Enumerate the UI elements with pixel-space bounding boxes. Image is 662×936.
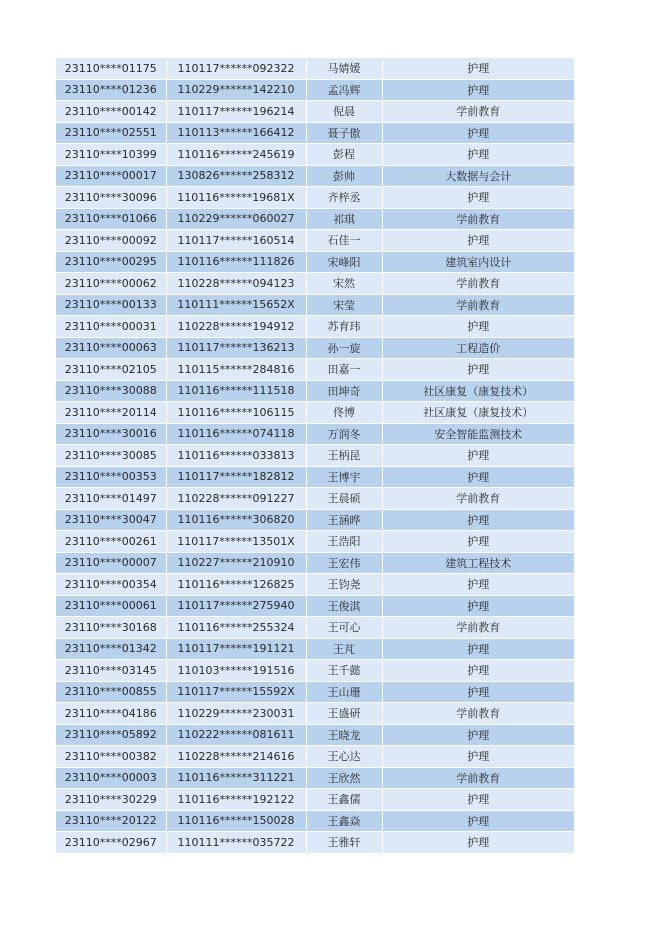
exam-id-cell: 23110****01497 xyxy=(56,488,166,510)
student-name-cell: 彭程 xyxy=(306,144,382,166)
table-row xyxy=(56,445,574,467)
student-name-cell: 宋然 xyxy=(306,273,382,295)
exam-id-cell: 23110****30088 xyxy=(56,380,166,402)
major-cell: 护理 xyxy=(382,187,574,209)
id-number-cell: 110116******19681X xyxy=(166,187,306,209)
table-row xyxy=(56,832,574,854)
exam-id-cell: 23110****00003 xyxy=(56,767,166,789)
student-name-cell: 苏育玮 xyxy=(306,316,382,338)
major-cell: 护理 xyxy=(382,58,574,79)
id-number-cell: 110227******210910 xyxy=(166,552,306,574)
id-number-cell: 110116******106115 xyxy=(166,402,306,424)
exam-id-cell: 23110****00017 xyxy=(56,165,166,187)
exam-id-cell: 23110****02105 xyxy=(56,359,166,381)
major-cell: 护理 xyxy=(382,746,574,768)
student-name-cell: 王钧尧 xyxy=(306,574,382,596)
major-cell: 工程造价 xyxy=(382,337,574,359)
id-number-cell: 110229******230031 xyxy=(166,703,306,725)
major-cell: 护理 xyxy=(382,681,574,703)
table-row xyxy=(56,165,574,187)
major-cell: 护理 xyxy=(382,724,574,746)
exam-id-cell: 23110****03145 xyxy=(56,660,166,682)
major-cell: 学前教育 xyxy=(382,101,574,123)
major-cell: 护理 xyxy=(382,832,574,854)
student-name-cell: 彭帅 xyxy=(306,165,382,187)
table-row xyxy=(56,488,574,510)
major-cell: 护理 xyxy=(382,79,574,101)
student-name-cell: 王可心 xyxy=(306,617,382,639)
exam-id-cell: 23110****00142 xyxy=(56,101,166,123)
student-name-cell: 田嘉一 xyxy=(306,359,382,381)
student-name-cell: 王晨硕 xyxy=(306,488,382,510)
student-name-cell: 宋峰阳 xyxy=(306,251,382,273)
student-name-cell: 王涵晔 xyxy=(306,509,382,531)
id-number-cell: 110116******111518 xyxy=(166,380,306,402)
id-number-cell: 110116******192122 xyxy=(166,789,306,811)
exam-id-cell: 23110****30047 xyxy=(56,509,166,531)
table-row xyxy=(56,79,574,101)
table-row xyxy=(56,681,574,703)
major-cell: 学前教育 xyxy=(382,294,574,316)
table-row xyxy=(56,660,574,682)
exam-id-cell: 23110****00133 xyxy=(56,294,166,316)
student-name-cell: 孙一旋 xyxy=(306,337,382,359)
exam-id-cell: 23110****01236 xyxy=(56,79,166,101)
exam-id-cell: 23110****30085 xyxy=(56,445,166,467)
id-number-cell: 110116******126825 xyxy=(166,574,306,596)
id-number-cell: 130826******258312 xyxy=(166,165,306,187)
table-row xyxy=(56,380,574,402)
major-cell: 护理 xyxy=(382,638,574,660)
table-row xyxy=(56,724,574,746)
student-name-cell: 王柄昆 xyxy=(306,445,382,467)
major-cell: 社区康复（康复技术） xyxy=(382,402,574,424)
major-cell: 学前教育 xyxy=(382,767,574,789)
table-row xyxy=(56,595,574,617)
major-cell: 护理 xyxy=(382,144,574,166)
exam-id-cell: 23110****30168 xyxy=(56,617,166,639)
major-cell: 建筑工程技术 xyxy=(382,552,574,574)
table-row xyxy=(56,273,574,295)
student-name-cell: 祁琪 xyxy=(306,208,382,230)
exam-id-cell: 23110****20122 xyxy=(56,810,166,832)
id-number-cell: 110228******214616 xyxy=(166,746,306,768)
table-row xyxy=(56,466,574,488)
id-number-cell: 110117******092322 xyxy=(166,58,306,79)
exam-id-cell: 23110****05892 xyxy=(56,724,166,746)
student-name-cell: 孟冯辉 xyxy=(306,79,382,101)
exam-id-cell: 23110****00092 xyxy=(56,230,166,252)
student-name-cell: 万润冬 xyxy=(306,423,382,445)
student-name-cell: 王俊淇 xyxy=(306,595,382,617)
table-row xyxy=(56,122,574,144)
major-cell: 学前教育 xyxy=(382,488,574,510)
exam-id-cell: 23110****00855 xyxy=(56,681,166,703)
student-name-cell: 王浩阳 xyxy=(306,531,382,553)
student-name-cell: 王鑫焱 xyxy=(306,810,382,832)
table-row xyxy=(56,423,574,445)
student-name-cell: 王宏伟 xyxy=(306,552,382,574)
student-name-cell: 王博宇 xyxy=(306,466,382,488)
major-cell: 学前教育 xyxy=(382,273,574,295)
table-row xyxy=(56,617,574,639)
major-cell: 护理 xyxy=(382,466,574,488)
table-row xyxy=(56,230,574,252)
table-row xyxy=(56,810,574,832)
table-row xyxy=(56,294,574,316)
student-name-cell: 齐梓丞 xyxy=(306,187,382,209)
exam-id-cell: 23110****01066 xyxy=(56,208,166,230)
id-number-cell: 110117******182812 xyxy=(166,466,306,488)
id-number-cell: 110111******15652X xyxy=(166,294,306,316)
student-name-cell: 王鑫儒 xyxy=(306,789,382,811)
major-cell: 安全智能监测技术 xyxy=(382,423,574,445)
id-number-cell: 110228******091227 xyxy=(166,488,306,510)
exam-id-cell: 23110****00353 xyxy=(56,466,166,488)
exam-id-cell: 23110****00061 xyxy=(56,595,166,617)
table-row xyxy=(56,101,574,123)
exam-id-cell: 23110****30229 xyxy=(56,789,166,811)
exam-id-cell: 23110****00382 xyxy=(56,746,166,768)
major-cell: 护理 xyxy=(382,316,574,338)
major-cell: 护理 xyxy=(382,574,574,596)
id-number-cell: 110116******074118 xyxy=(166,423,306,445)
table-row xyxy=(56,531,574,553)
table-row xyxy=(56,552,574,574)
table-row xyxy=(56,337,574,359)
major-cell: 护理 xyxy=(382,445,574,467)
id-number-cell: 110228******194912 xyxy=(166,316,306,338)
major-cell: 护理 xyxy=(382,660,574,682)
id-number-cell: 110116******311221 xyxy=(166,767,306,789)
major-cell: 护理 xyxy=(382,230,574,252)
exam-id-cell: 23110****02967 xyxy=(56,832,166,854)
table-row xyxy=(56,767,574,789)
id-number-cell: 110117******15592X xyxy=(166,681,306,703)
id-number-cell: 110116******255324 xyxy=(166,617,306,639)
student-name-cell: 佟博 xyxy=(306,402,382,424)
table-row xyxy=(56,638,574,660)
student-name-cell: 倪晨 xyxy=(306,101,382,123)
table-row xyxy=(56,402,574,424)
id-number-cell: 110116******245619 xyxy=(166,144,306,166)
student-name-cell: 田坤奇 xyxy=(306,380,382,402)
id-number-cell: 110117******275940 xyxy=(166,595,306,617)
id-number-cell: 110116******111826 xyxy=(166,251,306,273)
major-cell: 社区康复（康复技术） xyxy=(382,380,574,402)
major-cell: 护理 xyxy=(382,531,574,553)
exam-id-cell: 23110****00261 xyxy=(56,531,166,553)
major-cell: 护理 xyxy=(382,595,574,617)
table-row xyxy=(56,359,574,381)
major-cell: 护理 xyxy=(382,122,574,144)
table-row xyxy=(56,509,574,531)
exam-id-cell: 23110****01342 xyxy=(56,638,166,660)
major-cell: 学前教育 xyxy=(382,703,574,725)
table-row xyxy=(56,703,574,725)
major-cell: 护理 xyxy=(382,810,574,832)
major-cell: 大数据与会计 xyxy=(382,165,574,187)
id-number-cell: 110113******166412 xyxy=(166,122,306,144)
major-cell: 护理 xyxy=(382,359,574,381)
id-number-cell: 110103******191516 xyxy=(166,660,306,682)
exam-id-cell: 23110****30016 xyxy=(56,423,166,445)
id-number-cell: 110116******033813 xyxy=(166,445,306,467)
table-row xyxy=(56,574,574,596)
table-row xyxy=(56,144,574,166)
student-name-cell: 王千懿 xyxy=(306,660,382,682)
major-cell: 建筑室内设计 xyxy=(382,251,574,273)
major-cell: 护理 xyxy=(382,509,574,531)
exam-id-cell: 23110****00031 xyxy=(56,316,166,338)
student-name-cell: 马婧媛 xyxy=(306,58,382,79)
table-row xyxy=(56,208,574,230)
exam-id-cell: 23110****00063 xyxy=(56,337,166,359)
id-number-cell: 110111******035722 xyxy=(166,832,306,854)
student-name-cell: 王晓龙 xyxy=(306,724,382,746)
roster-body xyxy=(56,58,574,853)
exam-id-cell: 23110****01175 xyxy=(56,58,166,79)
table-row xyxy=(56,789,574,811)
id-number-cell: 110229******060027 xyxy=(166,208,306,230)
id-number-cell: 110115******284816 xyxy=(166,359,306,381)
table-row xyxy=(56,316,574,338)
major-cell: 护理 xyxy=(382,789,574,811)
exam-id-cell: 23110****30096 xyxy=(56,187,166,209)
id-number-cell: 110117******191121 xyxy=(166,638,306,660)
id-number-cell: 110117******136213 xyxy=(166,337,306,359)
exam-id-cell: 23110****00295 xyxy=(56,251,166,273)
id-number-cell: 110117******160514 xyxy=(166,230,306,252)
table-row xyxy=(56,58,574,79)
major-cell: 学前教育 xyxy=(382,208,574,230)
student-name-cell: 王雅轩 xyxy=(306,832,382,854)
student-name-cell: 王盛研 xyxy=(306,703,382,725)
table-row xyxy=(56,251,574,273)
id-number-cell: 110117******196214 xyxy=(166,101,306,123)
student-name-cell: 聂子傲 xyxy=(306,122,382,144)
exam-id-cell: 23110****00007 xyxy=(56,552,166,574)
student-name-cell: 王欣然 xyxy=(306,767,382,789)
exam-id-cell: 23110****04186 xyxy=(56,703,166,725)
id-number-cell: 110228******094123 xyxy=(166,273,306,295)
exam-id-cell: 23110****00354 xyxy=(56,574,166,596)
student-roster-table xyxy=(56,58,574,854)
id-number-cell: 110117******13501X xyxy=(166,531,306,553)
exam-id-cell: 23110****10399 xyxy=(56,144,166,166)
student-name-cell: 宋莹 xyxy=(306,294,382,316)
table-row xyxy=(56,187,574,209)
id-number-cell: 110116******150028 xyxy=(166,810,306,832)
student-name-cell: 王芃 xyxy=(306,638,382,660)
student-name-cell: 石佳一 xyxy=(306,230,382,252)
id-number-cell: 110116******306820 xyxy=(166,509,306,531)
exam-id-cell: 23110****02551 xyxy=(56,122,166,144)
student-name-cell: 王心达 xyxy=(306,746,382,768)
student-name-cell: 王山珊 xyxy=(306,681,382,703)
id-number-cell: 110229******142210 xyxy=(166,79,306,101)
exam-id-cell: 23110****00062 xyxy=(56,273,166,295)
exam-id-cell: 23110****20114 xyxy=(56,402,166,424)
major-cell: 学前教育 xyxy=(382,617,574,639)
table-row xyxy=(56,746,574,768)
id-number-cell: 110222******081611 xyxy=(166,724,306,746)
